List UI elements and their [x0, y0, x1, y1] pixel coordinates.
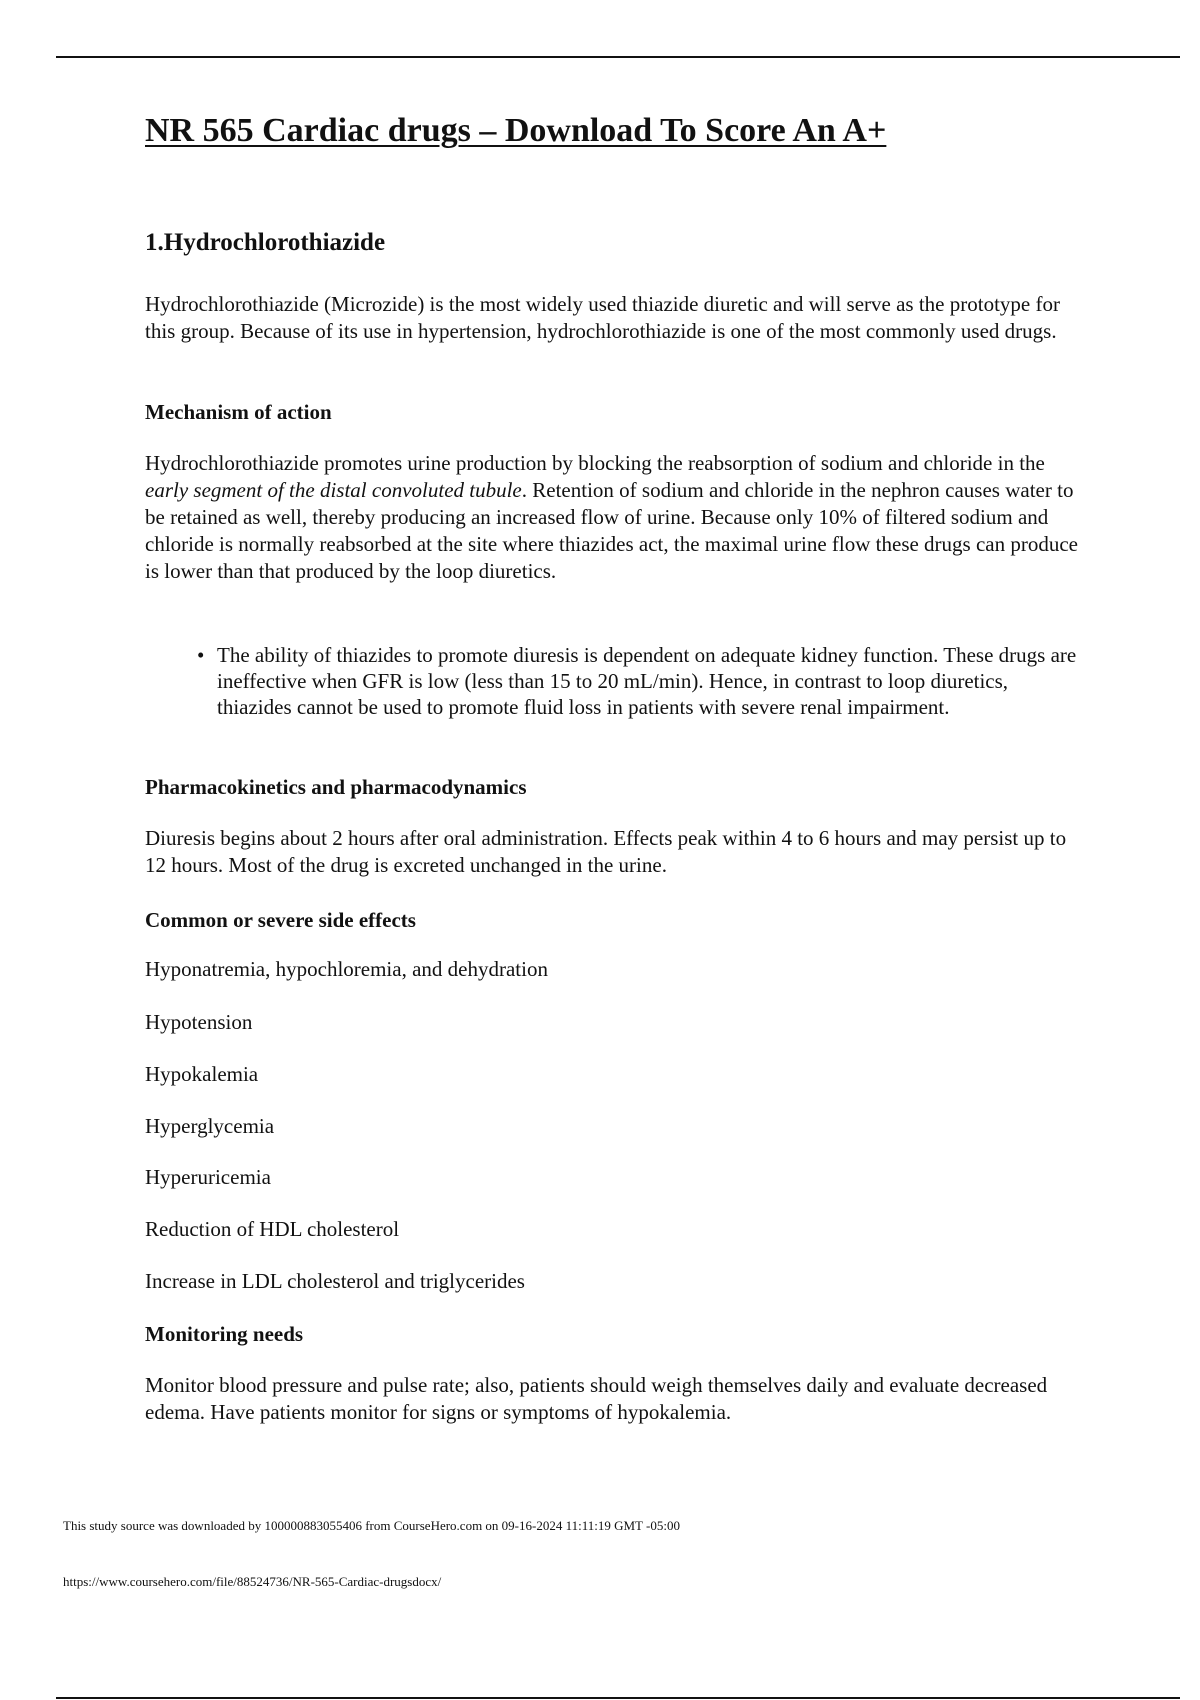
side-effect-item: Reduction of HDL cholesterol: [145, 1217, 400, 1241]
bullet-text: The ability of thiazides to promote diuresis is dependent on adequate kidney function. These drugs are ineffective when GFR is low (less than 15 to 20 mL/min). Hence, in contrast to loop diuretics, thiazides cannot be used to promote fluid loss in patients with severe renal impairment.: [217, 643, 1077, 719]
pharmacokinetics-heading: Pharmacokinetics and pharmacodynamics: [145, 775, 527, 799]
mechanism-paragraph: [145, 450, 1090, 585]
source-url-link[interactable]: https://www.coursehero.com/file/88524736/NR-565-Cardiac-drugsdocx/: [63, 1574, 442, 1589]
monitoring-paragraph: Monitor blood pressure and pulse rate; also, patients should weigh themselves daily and evaluate decreased edema. Have patients monitor for signs or symptoms of hypokalemia.: [145, 1373, 1048, 1424]
document-title: NR 565 Cardiac drugs – Download To Score An A+: [145, 112, 887, 149]
side-effects-heading: Common or severe side effects: [145, 908, 416, 932]
monitoring-heading: Monitoring needs: [145, 1322, 304, 1346]
side-effect-item: Hyperuricemia: [145, 1165, 271, 1189]
intro-paragraph: Hydrochlorothiazide (Microzide) is the most widely used thiazide diuretic and will serve as the prototype for this group. Because of its use in hypertension, hydrochlorothiazide is one of the most commonly used drugs.: [145, 292, 1060, 343]
mechanism-text-start: Hydrochlorothiazide promotes urine production by blocking the reabsorption of sodium and chloride in the: [145, 451, 1045, 475]
side-effect-item: Hyperglycemia: [145, 1114, 275, 1138]
side-effect-item: Hypotension: [145, 1010, 253, 1034]
download-notice: This study source was downloaded by 100000883055406 from CourseHero.com on 09-16-2024 11:11:19 GMT -05:00: [63, 1518, 680, 1533]
mechanism-text-italic: early segment of the distal convoluted tubule: [145, 478, 522, 502]
mechanism-bullet: [197, 642, 1077, 720]
side-effect-item: Hypokalemia: [145, 1062, 259, 1086]
section-heading: 1.Hydrochlorothiazide: [145, 229, 386, 256]
bottom-rule: [56, 1697, 1180, 1699]
top-rule: [56, 56, 1180, 58]
mechanism-heading: Mechanism of action: [145, 400, 332, 424]
bullet-dot-icon: •: [197, 643, 205, 667]
mechanism-text-end: . Retention of sodium and chloride in the nephron causes water to be retained as well, thereby producing an increased flow of urine. Because only 10% of filtered sodium and chloride is normally reabsorbed at the site where thiazides act, the maximal urine flow these drugs can produce is lower than that produced by the loop diuretics.: [145, 478, 1079, 583]
side-effect-item: Hyponatremia, hypochloremia, and dehydration: [145, 957, 548, 981]
side-effect-item: Increase in LDL cholesterol and triglycerides: [145, 1269, 525, 1293]
pharmacokinetics-paragraph: Diuresis begins about 2 hours after oral administration. Effects peak within 4 to 6 hours and may persist up to 12 hours. Most of the drug is excreted unchanged in the urine.: [145, 826, 1067, 877]
